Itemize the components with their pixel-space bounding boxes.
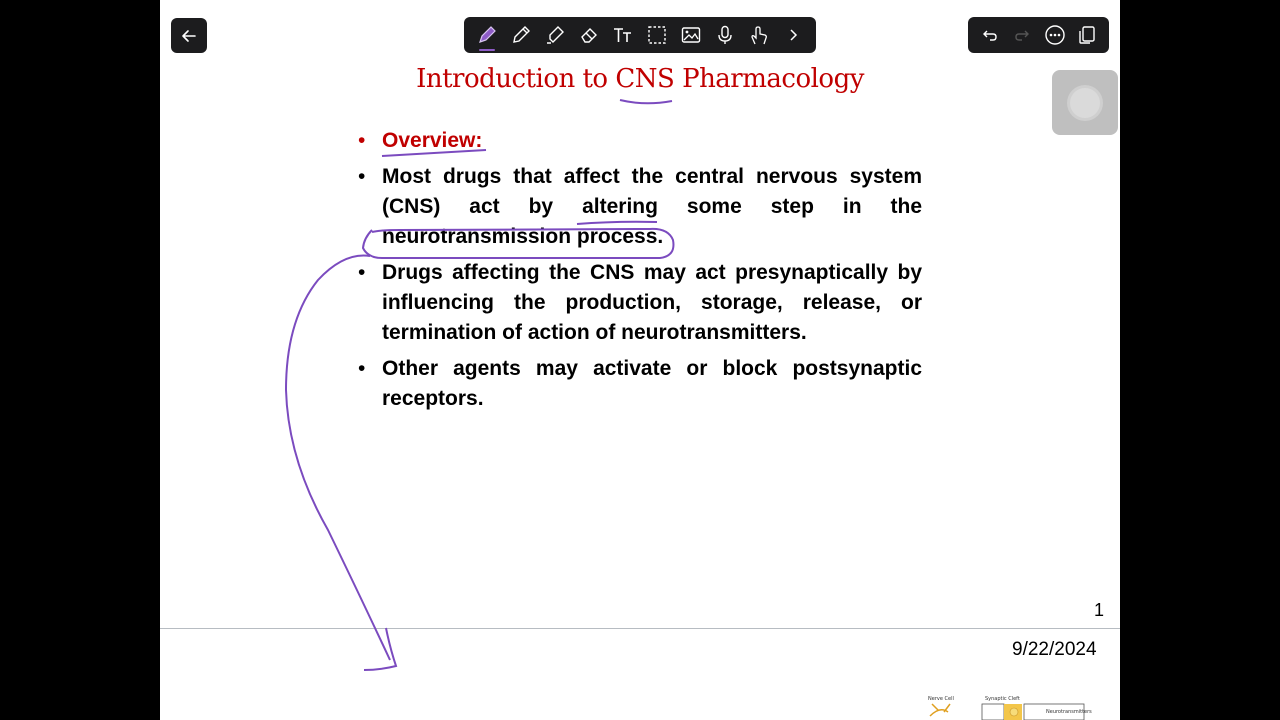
assistive-dot-icon xyxy=(1070,88,1100,118)
eraser-tool-button[interactable] xyxy=(576,22,602,48)
bullet-list xyxy=(382,126,922,420)
image-tool-button[interactable] xyxy=(678,22,704,48)
undo-button[interactable] xyxy=(977,22,1003,48)
pen-tool-button[interactable] xyxy=(474,22,500,48)
page-number: 1 xyxy=(1094,600,1105,620)
image-icon xyxy=(680,24,702,46)
bullet-item: • Drugs affecting the CNS may act presynaptically by influencing the production, storage, release, or termination of action of neurotransmitters. xyxy=(382,258,922,348)
next-page-preview xyxy=(920,694,1090,720)
pages-icon xyxy=(1077,25,1097,45)
arrow-left-icon xyxy=(180,27,198,45)
slide-title: Introduction to CNS Pharmacology xyxy=(416,64,864,94)
pen-icon xyxy=(476,24,498,46)
pencil-icon xyxy=(510,24,532,46)
more-button[interactable] xyxy=(1042,22,1068,48)
slide-date: 9/22/2024 xyxy=(1012,639,1097,660)
back-button[interactable] xyxy=(171,18,207,53)
redo-button[interactable] xyxy=(1009,22,1035,48)
nerve-cell-label: Nerve Cell xyxy=(928,696,954,702)
microphone-button[interactable] xyxy=(712,22,738,48)
lasso-tool-button[interactable] xyxy=(644,22,670,48)
pencil-tool-button[interactable] xyxy=(508,22,534,48)
bullet-overview: • Overview: xyxy=(382,126,922,156)
undo-icon xyxy=(981,26,999,44)
highlighter-icon xyxy=(544,24,566,46)
more-icon xyxy=(1044,24,1066,46)
lasso-select-icon xyxy=(646,24,668,46)
microphone-icon xyxy=(714,24,736,46)
drawing-toolbar xyxy=(464,17,816,53)
highlighter-tool-button[interactable] xyxy=(542,22,568,48)
actions-toolbar xyxy=(968,17,1109,53)
text-tool-button[interactable] xyxy=(610,22,636,48)
page-divider xyxy=(160,628,1120,629)
touch-mode-button[interactable] xyxy=(746,22,772,48)
floating-assistive-button[interactable] xyxy=(1052,70,1118,135)
synaptic-cleft-label: Synaptic Cleft xyxy=(985,696,1020,702)
redo-icon xyxy=(1013,26,1031,44)
touch-hand-icon xyxy=(748,24,770,46)
pages-button[interactable] xyxy=(1074,22,1100,48)
synapse-diagram-icon xyxy=(920,694,1090,720)
more-tools-button[interactable] xyxy=(780,22,806,48)
neurotransmitters-label: Neurotransmitters xyxy=(1046,709,1092,715)
text-tool-icon xyxy=(612,24,634,46)
bullet-item: • Other agents may activate or block postsynaptic receptors. xyxy=(382,354,922,414)
chevron-right-icon xyxy=(785,27,801,43)
bullet-item: • Most drugs that affect the central nervous system (CNS) act by altering some step in the neurotransmission process. xyxy=(382,162,922,252)
eraser-icon xyxy=(578,24,600,46)
slide-page xyxy=(160,0,1120,720)
